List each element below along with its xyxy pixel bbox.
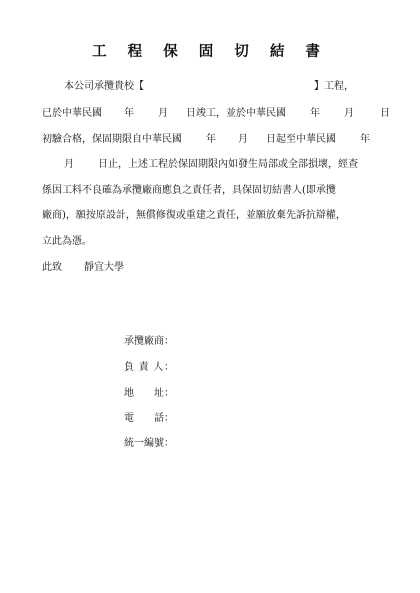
project-suffix: 】工程， bbox=[314, 81, 354, 92]
signature-tax-id: 統一編號： bbox=[124, 438, 174, 449]
body-line-6: 廠商)，願按原設計，無償修復或重建之責任，並願放棄先訴抗辯權， bbox=[42, 210, 346, 221]
closing-line bbox=[42, 261, 124, 275]
body-line-1 bbox=[64, 80, 354, 94]
signature-contractor: 承攬廠商： bbox=[124, 336, 174, 347]
recipient-name: 靜宜大學 bbox=[84, 262, 124, 273]
body-line-3: 初驗合格，保固期限自中華民國 年 月 日起至中華民國 年 bbox=[42, 134, 370, 145]
document-title: 工 程 保 固 切 結 書 bbox=[92, 43, 328, 60]
signature-responsible: 負 責 人： bbox=[124, 362, 174, 373]
contract-intro: 本公司承攬貴校【 bbox=[64, 81, 144, 92]
body-line-5: 係因工料不良確為承攬廠商應負之責任者，具保固切結書人(即承攬 bbox=[42, 185, 336, 196]
body-line-2: 已於中華民國 年 月 日竣工，並於中華民國 年 月 日 bbox=[42, 108, 390, 119]
body-line-4: 月 日止，上述工程於保固期限內如發生局部或全部損壞，經查 bbox=[64, 159, 358, 170]
closing-salutation: 此致 bbox=[42, 262, 62, 273]
signature-phone: 電 話： bbox=[124, 413, 174, 424]
signature-address: 地 址： bbox=[124, 388, 174, 399]
body-line-7: 立此為憑。 bbox=[42, 236, 92, 247]
